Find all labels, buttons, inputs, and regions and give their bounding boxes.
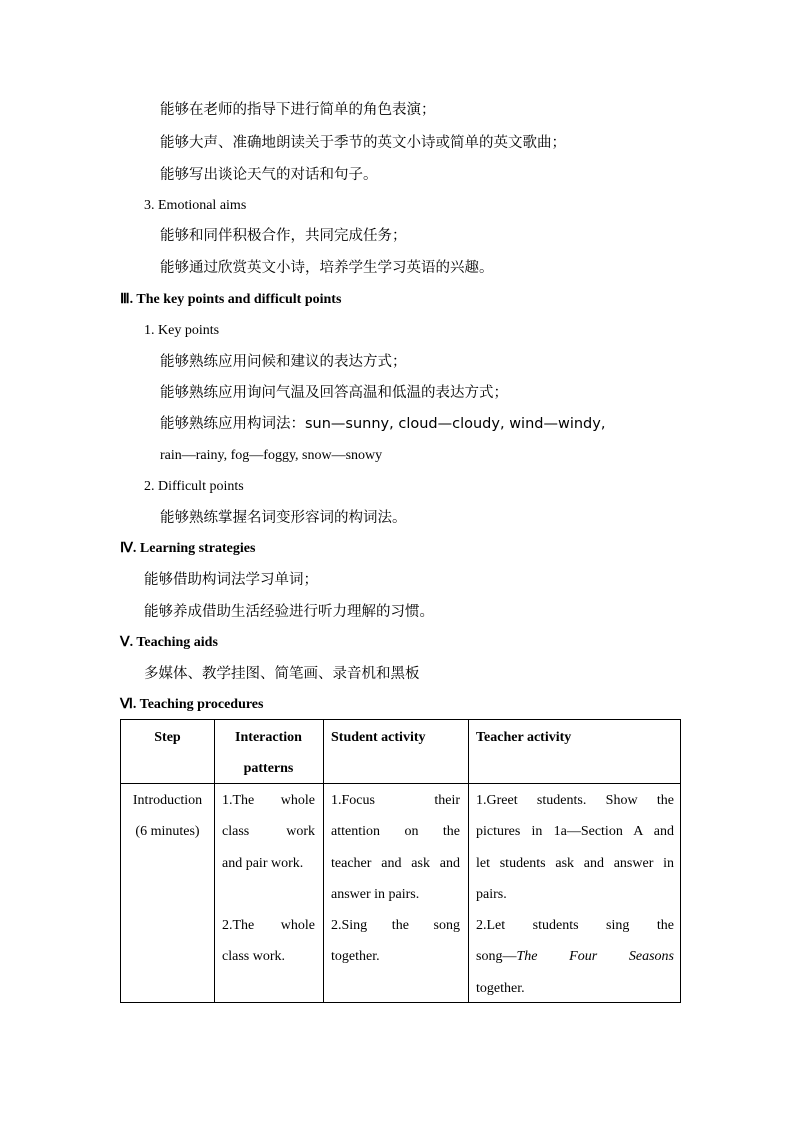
heading-teaching-procedures: Ⅵ. Teaching procedures <box>120 697 264 712</box>
header-interaction-patterns: Interaction patterns <box>235 730 302 777</box>
text-line-4: 3. Emotional aims <box>144 198 247 213</box>
text-line-13: 能够熟练掌握名词变形容词的构词法。 <box>160 510 407 526</box>
cell-student-activity: 1.Focus their attention on the teacher and ask and answer in pairs. 2.Sing the song together. <box>331 793 460 965</box>
table-divider <box>121 783 680 784</box>
text-line-16: 多媒体、教学挂图、简笔画、录音机和黑板 <box>144 666 420 682</box>
text-line-8: 能够熟练应用问候和建议的表达方式； <box>160 354 407 370</box>
header-student-activity: Student activity <box>331 730 426 745</box>
song-line: song—The Four Seasons <box>476 949 674 965</box>
header-teacher-activity: Teacher activity <box>476 730 572 745</box>
text-line-15: 能够养成借助生活经验进行听力理解的习惯。 <box>144 604 434 620</box>
heading-learning-strategies: Ⅳ. Learning strategies <box>120 541 256 556</box>
table-divider <box>323 720 324 1002</box>
cell-teacher-activity: 1.Greet students. Show the pictures in 1a—Section A and let students ask and answer in pairs. 2.Let students sing the song—The Four Seasons together. <box>476 793 674 996</box>
heading-teaching-aids: Ⅴ. Teaching aids <box>120 635 218 650</box>
text-line-3: 能够写出谈论天气的对话和句子。 <box>160 167 378 183</box>
text-line-14: 能够借助构词法学习单词； <box>144 572 318 588</box>
header-step: Step <box>154 730 181 745</box>
heading-key-points: Ⅲ. The key points and difficult points <box>120 292 342 307</box>
text-line-7: 1. Key points <box>144 323 220 338</box>
procedures-table <box>120 719 681 1003</box>
cell-interaction: 1.The whole class work and pair work. 2.The whole class work. <box>222 793 315 965</box>
table-divider <box>468 720 469 1002</box>
text-line-5: 能够和同伴积极合作，共同完成任务； <box>160 228 407 244</box>
text-line-12: 2. Difficult points <box>144 479 244 494</box>
text-line-10: 能够熟练应用构词法：sun—sunny, cloud—cloudy, wind—windy, <box>160 416 606 432</box>
text-line-6: 能够通过欣赏英文小诗，培养学生学习英语的兴趣。 <box>160 260 494 276</box>
cell-step: Introduction (6 minutes) <box>132 793 203 840</box>
text-line-1: 能够在老师的指导下进行简单的角色表演； <box>160 102 436 118</box>
text-line-2: 能够大声、准确地朗读关于季节的英文小诗或简单的英文歌曲； <box>160 135 566 151</box>
text-line-9: 能够熟练应用询问气温及回答高温和低温的表达方式； <box>160 385 508 401</box>
text-line-11: rain—rainy, fog—foggy, snow—snowy <box>160 448 383 463</box>
